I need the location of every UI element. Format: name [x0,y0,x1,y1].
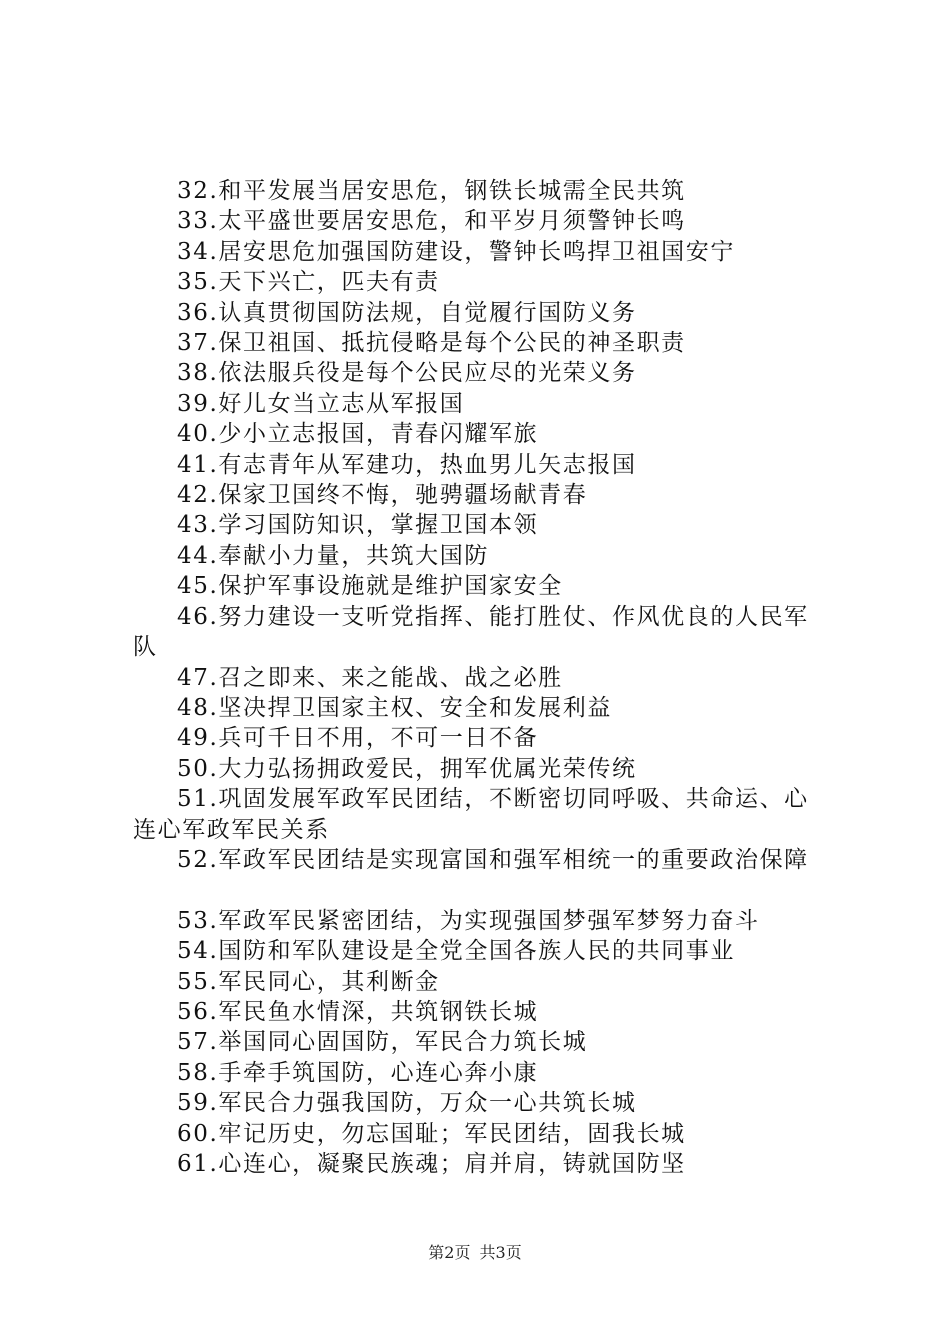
list-item: 61.心连心，凝聚民族魂；肩并肩，铸就国防坚 [177,1150,686,1177]
list-item: 55.军民同心，其利断金 [177,968,440,995]
list-item: 39.好儿女当立志从军报国 [177,390,465,417]
list-item: 38.依法服兵役是每个公民应尽的光荣义务 [177,360,637,387]
list-item: 46.努力建设一支听党指挥、能打胜仗、作风优良的人民军队 [133,603,809,661]
list-item: 52.军政军民团结是实现富国和强军相统一的重要政治保障 [177,846,809,873]
list-item: 50.大力弘扬拥政爱民，拥军优属光荣传统 [177,755,637,782]
list-item: 58.手牵手筑国防，心连心奔小康 [177,1059,539,1086]
list-item: 44.奉献小力量，共筑大国防 [177,542,489,569]
list-item: 40.少小立志报国，青春闪耀军旅 [177,421,539,448]
list-item: 43.学习国防知识，掌握卫国本领 [177,512,539,539]
page-number: 第2页 [428,1243,471,1262]
list-item: 60.牢记历史，勿忘国耻；军民团结，固我长城 [177,1120,686,1147]
list-item: 35.天下兴亡，匹夫有责 [177,269,440,296]
page-footer [0,1243,950,1263]
list-item: 42.保家卫国终不悔，驰骋疆场献青春 [177,482,588,509]
list-item: 53.军政军民紧密团结，为实现强国梦强军梦努力奋斗 [177,907,760,934]
list-item: 45.保护军事设施就是维护国家安全 [177,573,563,600]
list-item: 36.认真贯彻国防法规，自觉履行国防义务 [177,299,637,326]
list-item: 37.保卫祖国、抵抗侵略是每个公民的神圣职责 [177,330,686,357]
list-item: 41.有志青年从军建功，热血男儿矢志报国 [177,451,637,478]
list-item: 54.国防和军队建设是全党全国各族人民的共同事业 [177,938,735,965]
list-item: 34.居安思危加强国防建设，警钟长鸣捍卫祖国安宁 [177,238,735,265]
list-item: 33.太平盛世要居安思危，和平岁月须警钟长鸣 [177,208,686,235]
list-item: 49.兵可千日不用，不可一日不备 [177,725,539,752]
document-body [133,176,833,1179]
list-item: 56.军民鱼水情深，共筑钢铁长城 [177,998,539,1025]
list-item: 51.巩固发展军政军民团结，不断密切同呼吸、共命运、心连心军政军民关系 [133,786,809,843]
blank-line [133,875,833,905]
list-item: 57.举国同心固国防，军民合力筑长城 [177,1029,588,1056]
list-item: 48.坚决捍卫国家主权、安全和发展利益 [177,694,612,721]
list-item: 47.召之即来、来之能战、战之必胜 [177,664,563,691]
page-total: 共3页 [479,1243,522,1262]
list-item: 59.军民合力强我国防，万众一心共筑长城 [177,1090,637,1117]
list-item: 32.和平发展当居安思危，钢铁长城需全民共筑 [177,178,686,204]
